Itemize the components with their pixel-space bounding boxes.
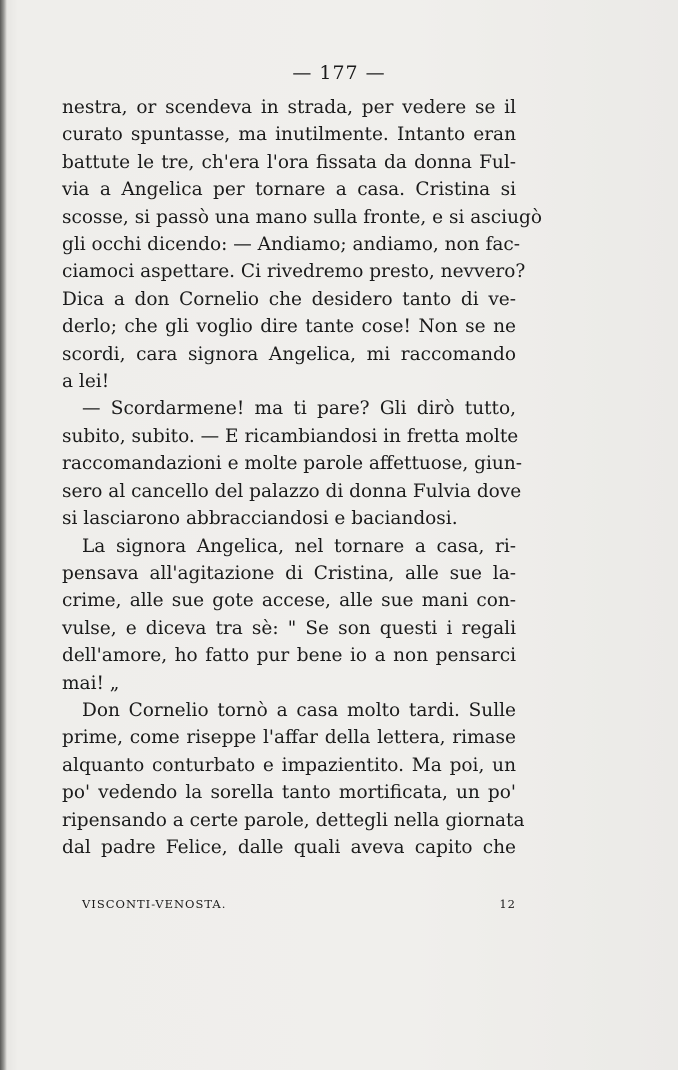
footer-signature-mark: 12: [499, 897, 516, 911]
binding-edge: [0, 0, 7, 1070]
text-line: pensava all'agitazione di Cristina, alle sue la-: [62, 562, 516, 584]
text-line: derlo; che gli voglio dire tante cose! Non se ne: [62, 316, 516, 338]
text-line: subito, subito. — E ricambiandosi in fretta molte: [62, 425, 519, 447]
text-line: sero al cancello del palazzo di donna Fulvia dove: [62, 480, 522, 502]
text-line: ripensando a certe parole, dettegli nella giornata: [62, 809, 525, 831]
text-line: ciamoci aspettare. Ci rivedremo presto, nevvero?: [62, 261, 526, 283]
text-line: scosse, si passò una mano sulla fronte, e si asciugò: [62, 206, 542, 228]
text-line: battute le tre, ch'era l'ora fissata da donna Ful-: [62, 151, 516, 173]
text-line: gli occhi dicendo: — Andiamo; andiamo, non fac-: [62, 234, 520, 256]
text-line: a lei!: [62, 371, 110, 393]
text-line: scordi, cara signora Angelica, mi raccomando: [62, 343, 516, 365]
text-line: Dica a don Cornelio che desidero tanto di ve-: [62, 288, 516, 310]
footer-author: VISCONTI-VENOSTA.: [82, 897, 227, 911]
body-text: [62, 94, 542, 861]
text-line: crime, alle sue gote accese, alle sue mani con-: [62, 590, 516, 612]
text-line: dal padre Felice, dalle quali aveva capito che: [62, 836, 516, 858]
text-line: raccomandazioni e molte parole affettuose, giun-: [62, 453, 522, 475]
text-line: curato spuntasse, ma inutilmente. Intanto eran: [62, 124, 516, 146]
page-footer: [82, 897, 516, 911]
text-line: alquanto conturbato e impazientito. Ma poi, un: [62, 754, 516, 776]
text-line: po' vedendo la sorella tanto mortificata, un po': [62, 782, 516, 804]
text-line: si lasciarono abbracciandosi e baciandosi.: [62, 508, 458, 530]
text-line: via a Angelica per tornare a casa. Cristina si: [62, 179, 516, 201]
text-line: La signora Angelica, nel tornare a casa, ri-: [82, 535, 516, 557]
page-number: — 177 —: [292, 62, 386, 84]
text-line: dell'amore, ho fatto pur bene io a non pensarci: [62, 645, 516, 667]
text-line: prime, come riseppe l'affar della lettera, rimase: [62, 727, 516, 749]
text-line: vulse, e diceva tra sè: " Se son questi i regali: [62, 617, 516, 639]
text-line: — Scordarmene! ma ti pare? Gli dirò tutto,: [82, 398, 516, 420]
text-line: nestra, or scendeva in strada, per vedere se il: [62, 97, 516, 118]
text-line: mai! „: [62, 672, 120, 694]
text-line: Don Cornelio tornò a casa molto tardi. Sulle: [82, 699, 516, 721]
